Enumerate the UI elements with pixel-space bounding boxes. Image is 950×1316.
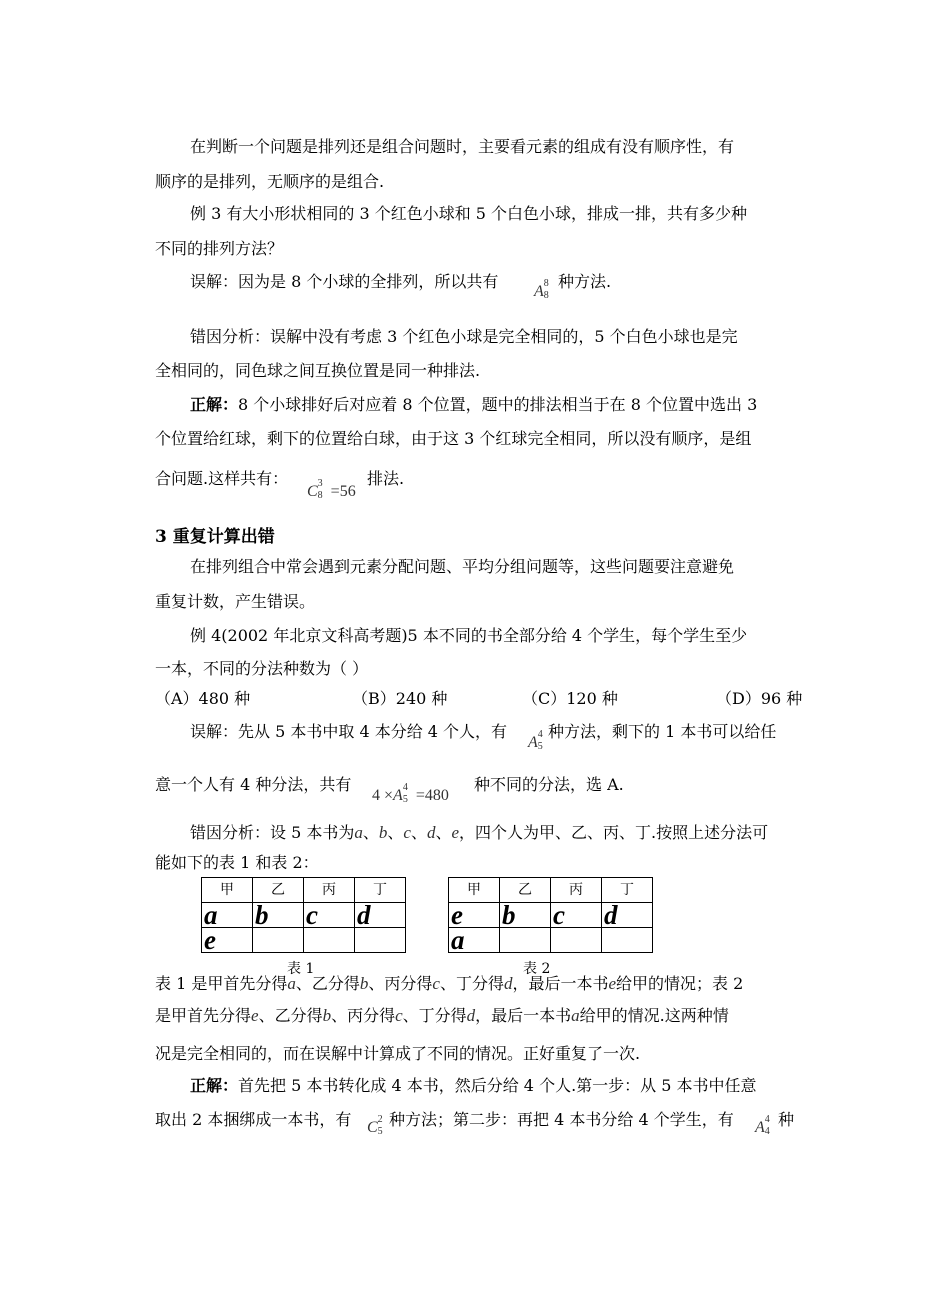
option-d: （D）96 种	[716, 689, 803, 708]
header-cell: 丁	[355, 878, 406, 903]
table-cell: e	[449, 903, 500, 928]
correct-solution: 正解：8 个小球排好后对应着 8 个位置，题中的排法相当于在 8 个位置中选出 3	[190, 395, 758, 414]
error-analysis: 错因分析：设 5 本书为a、b、c、d、e，四个人为甲、乙、丙、丁.按照上述分法可	[190, 823, 769, 842]
section-paragraph: 重复计数，产生错误。	[155, 592, 316, 611]
table-cell	[355, 928, 406, 953]
table-2-caption: 表 2	[523, 961, 551, 977]
header-cell: 丁	[602, 878, 653, 903]
table-cell: d	[602, 903, 653, 928]
table-1	[201, 877, 406, 953]
wrong-solution: 误解：因为是 8 个小球的全排列，所以共有	[190, 272, 499, 291]
table-cell: b	[500, 903, 551, 928]
formula-a44: A 4 4	[755, 1114, 770, 1138]
error-analysis: 错因分析：误解中没有考虑 3 个红色小球是完全相同的，5 个白色小球也是完	[190, 327, 738, 346]
wrong-solution: 误解：先从 5 本书中取 4 本分给 4 个人，有	[190, 722, 508, 741]
explanation-line: 是甲首先分得e、乙分得b、丙分得c、丁分得d，最后一本书a给甲的情况.这两种情	[155, 1006, 729, 1025]
table-row	[202, 903, 406, 928]
header-cell: 丙	[304, 878, 355, 903]
example-3-text: 不同的排列方法？	[155, 239, 284, 258]
table-row	[202, 928, 406, 953]
option-c: （C）120 种	[522, 689, 618, 708]
correct-solution-tail: 种	[778, 1110, 795, 1129]
formula-c83: C 3 8 =56	[307, 478, 356, 502]
section-heading: 3 重复计算出错	[155, 527, 275, 547]
paragraph-line: 在判断一个问题是排列还是组合问题时，主要看元素的组成有没有顺序性，有	[190, 137, 735, 156]
table-cell: a	[449, 928, 500, 953]
table-cell	[253, 928, 304, 953]
table-cell: d	[355, 903, 406, 928]
table-2	[448, 877, 653, 953]
header-cell: 甲	[202, 878, 253, 903]
table-cell	[602, 928, 653, 953]
table-cell	[304, 928, 355, 953]
paragraph-line: 顺序的是排列，无顺序的是组合.	[155, 172, 385, 191]
correct-solution: 个位置给红球，剩下的位置给白球，由于这 3 个红球完全相同，所以没有顺序，是组	[155, 429, 752, 448]
correct-solution: 正解：首先把 5 本书转化成 4 本书，然后分给 4 个人.第一步：从 5 本书中任意	[190, 1076, 757, 1095]
explanation-line: 况是完全相同的，而在误解中计算成了不同的情况。正好重复了一次.	[155, 1044, 641, 1063]
table-row	[449, 928, 653, 953]
wrong-solution-tail: 种方法.	[558, 272, 612, 291]
table-cell: a	[202, 903, 253, 928]
wrong-solution: 意一个人有 4 种分法，共有	[155, 775, 352, 794]
wrong-solution-tail: 种不同的分法，选 A.	[474, 775, 624, 794]
table-cell: c	[551, 903, 602, 928]
option-a: （A）480 种	[155, 689, 251, 708]
header-cell: 丙	[551, 878, 602, 903]
error-analysis: 能如下的表 1 和表 2：	[155, 853, 319, 872]
example-3-text: 例 3 有大小形状相同的 3 个红色小球和 5 个白色小球，排成一排，共有多少种	[190, 204, 748, 223]
table-header-row	[449, 878, 653, 903]
header-cell: 乙	[253, 878, 304, 903]
section-paragraph: 在排列组合中常会遇到元素分配问题、平均分组问题等，这些问题要注意避免	[190, 557, 735, 576]
table-header-row	[202, 878, 406, 903]
correct-solution: 取出 2 本捆绑成一本书，有	[155, 1110, 352, 1129]
formula-a88: A 8 8	[534, 278, 549, 302]
example-4-text: 一本，不同的分法种数为（ ）	[155, 659, 369, 678]
header-cell: 乙	[500, 878, 551, 903]
formula-480: 4 ×A 4 5 =480	[372, 782, 449, 806]
correct-solution-tail: 排法.	[367, 469, 405, 488]
header-cell: 甲	[449, 878, 500, 903]
formula-a54: A 4 5	[528, 729, 543, 753]
example-4-text: 例 4(2002 年北京文科高考题)5 本不同的书全部分给 4 个学生，每个学生至少	[190, 626, 748, 645]
wrong-solution-tail: 种方法，剩下的 1 本书可以给任	[548, 722, 777, 741]
formula-c52: C 2 5	[367, 1114, 383, 1138]
table-cell: c	[304, 903, 355, 928]
correct-solution: 合问题.这样共有：	[155, 469, 289, 488]
table-row	[449, 903, 653, 928]
explanation-line: 表 1 是甲首先分得a、乙分得b、丙分得c、丁分得d，最后一本书e给甲的情况；表 2	[155, 974, 744, 993]
correct-solution: 种方法；第二步：再把 4 本书分给 4 个学生，有	[389, 1110, 734, 1129]
table-1-caption: 表 1	[287, 961, 315, 977]
table-cell: b	[253, 903, 304, 928]
error-analysis: 全相同的，同色球之间互换位置是同一种排法.	[155, 361, 481, 380]
option-b: （B）240 种	[352, 689, 448, 708]
table-cell	[500, 928, 551, 953]
table-cell: e	[202, 928, 253, 953]
table-cell	[551, 928, 602, 953]
